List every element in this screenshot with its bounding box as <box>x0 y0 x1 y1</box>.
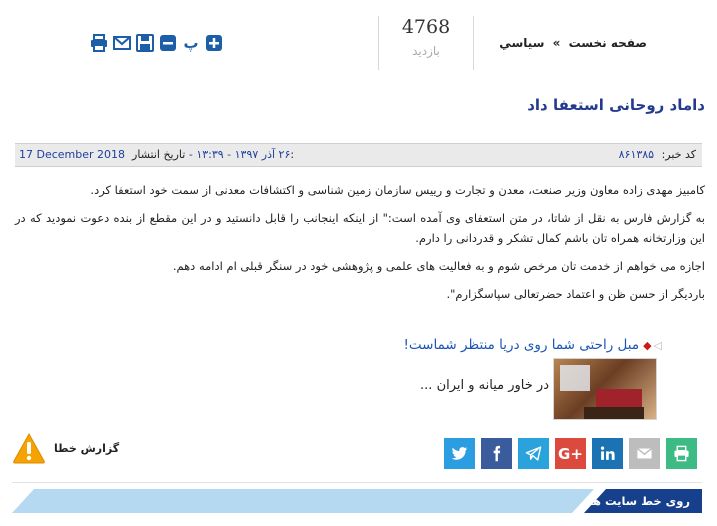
warning-icon[interactable] <box>12 432 46 464</box>
save-icon[interactable] <box>136 34 154 52</box>
visit-counter <box>380 16 472 58</box>
google-plus-share-button[interactable] <box>555 438 586 469</box>
facebook-share-button[interactable] <box>481 438 512 469</box>
facebook-icon <box>488 445 505 462</box>
visit-count: 4768 <box>401 16 451 38</box>
font-decrease-icon[interactable] <box>159 34 177 52</box>
twitter-icon <box>451 445 468 462</box>
article-meta-bar <box>15 143 702 167</box>
persian-date: ۲۶ آذر ۱۳۹۷ - ۱۳:۳۹ - <box>188 148 291 161</box>
print-icon[interactable] <box>90 34 108 52</box>
section-header-band <box>12 489 702 513</box>
floor-shape <box>584 407 644 419</box>
paragraph: باردیگر از حسن ظن و اعتماد حضرتعالی سپاسگزارم". <box>446 287 705 301</box>
font-increase-icon[interactable] <box>205 34 223 52</box>
gregorian-date: 17 December 2018 <box>19 148 126 161</box>
breadcrumb-separator: » <box>552 36 561 50</box>
divider <box>378 16 379 70</box>
news-code <box>619 148 696 161</box>
telegram-icon <box>525 445 542 462</box>
diamond-bullet-icon: ◆ <box>643 339 652 352</box>
section-header-label[interactable]: روی خط سایت ها <box>588 494 690 508</box>
top-bar <box>0 0 717 88</box>
breadcrumb-section[interactable]: سياسي <box>499 36 545 50</box>
chevron-icon: ◁ <box>653 339 662 352</box>
printer-icon <box>673 445 690 462</box>
news-code-label: کد خبر: <box>661 148 696 161</box>
publish-label: تاریخ انتشار: <box>132 148 295 161</box>
divider <box>12 482 702 483</box>
email-share-button[interactable] <box>629 438 660 469</box>
paragraph: کامبیز مهدی زاده معاون وزیر صنعت، معدن و تجارت و رییس سازمان زمین شناسی و اکتشافات معدنی از سمت خود استعفا کرد. <box>90 183 705 197</box>
promo-link[interactable] <box>403 337 662 353</box>
envelope-icon <box>636 445 653 462</box>
report-error[interactable] <box>12 432 119 464</box>
divider <box>473 16 474 70</box>
visit-label: بازدید <box>412 44 440 58</box>
publish-date <box>19 148 294 161</box>
paragraph: اجازه می خواهم از خدمت تان مرخص شوم و به فعالیت های علمی و پژوهشی خود در سنگر قبلی ام ادامه دهم. <box>172 259 705 273</box>
mail-icon[interactable] <box>113 34 131 52</box>
news-code-value: ۸۶۱۳۸۵ <box>618 148 655 161</box>
article-title: داماد روحانی استعفا داد <box>527 96 705 114</box>
breadcrumb <box>499 36 647 50</box>
twitter-share-button[interactable] <box>444 438 475 469</box>
window-shape <box>560 365 590 391</box>
font-label: پ <box>183 34 199 52</box>
promo-thumbnail[interactable] <box>553 358 657 420</box>
article-body <box>15 180 705 312</box>
google-plus-icon: G+ <box>558 444 583 463</box>
promo-subtitle[interactable]: در خاور میانه و ایران ... <box>420 378 549 393</box>
print-share-button[interactable] <box>666 438 697 469</box>
telegram-share-button[interactable] <box>518 438 549 469</box>
promo-link-text[interactable]: مبل راحتی شما روی دریا منتظر شماست! <box>403 337 640 353</box>
report-error-label[interactable]: گزارش خطا <box>54 441 120 455</box>
share-bar <box>444 438 697 469</box>
breadcrumb-home[interactable]: صفحه نخست <box>568 36 647 50</box>
linkedin-share-button[interactable] <box>592 438 623 469</box>
linkedin-icon <box>599 445 616 462</box>
paragraph: به گزارش فارس به نقل از شاتا، در متن استعفای وی آمده است:" از اینکه اینجانب را قابل دانستید و در این مقطع از بنده دعوت نمودید که در این وزارتخانه همراه تان باشم کمال تشکر و قدردانی را دارم. <box>15 211 705 245</box>
sofa-shape <box>596 389 642 407</box>
article-tools <box>90 34 223 52</box>
